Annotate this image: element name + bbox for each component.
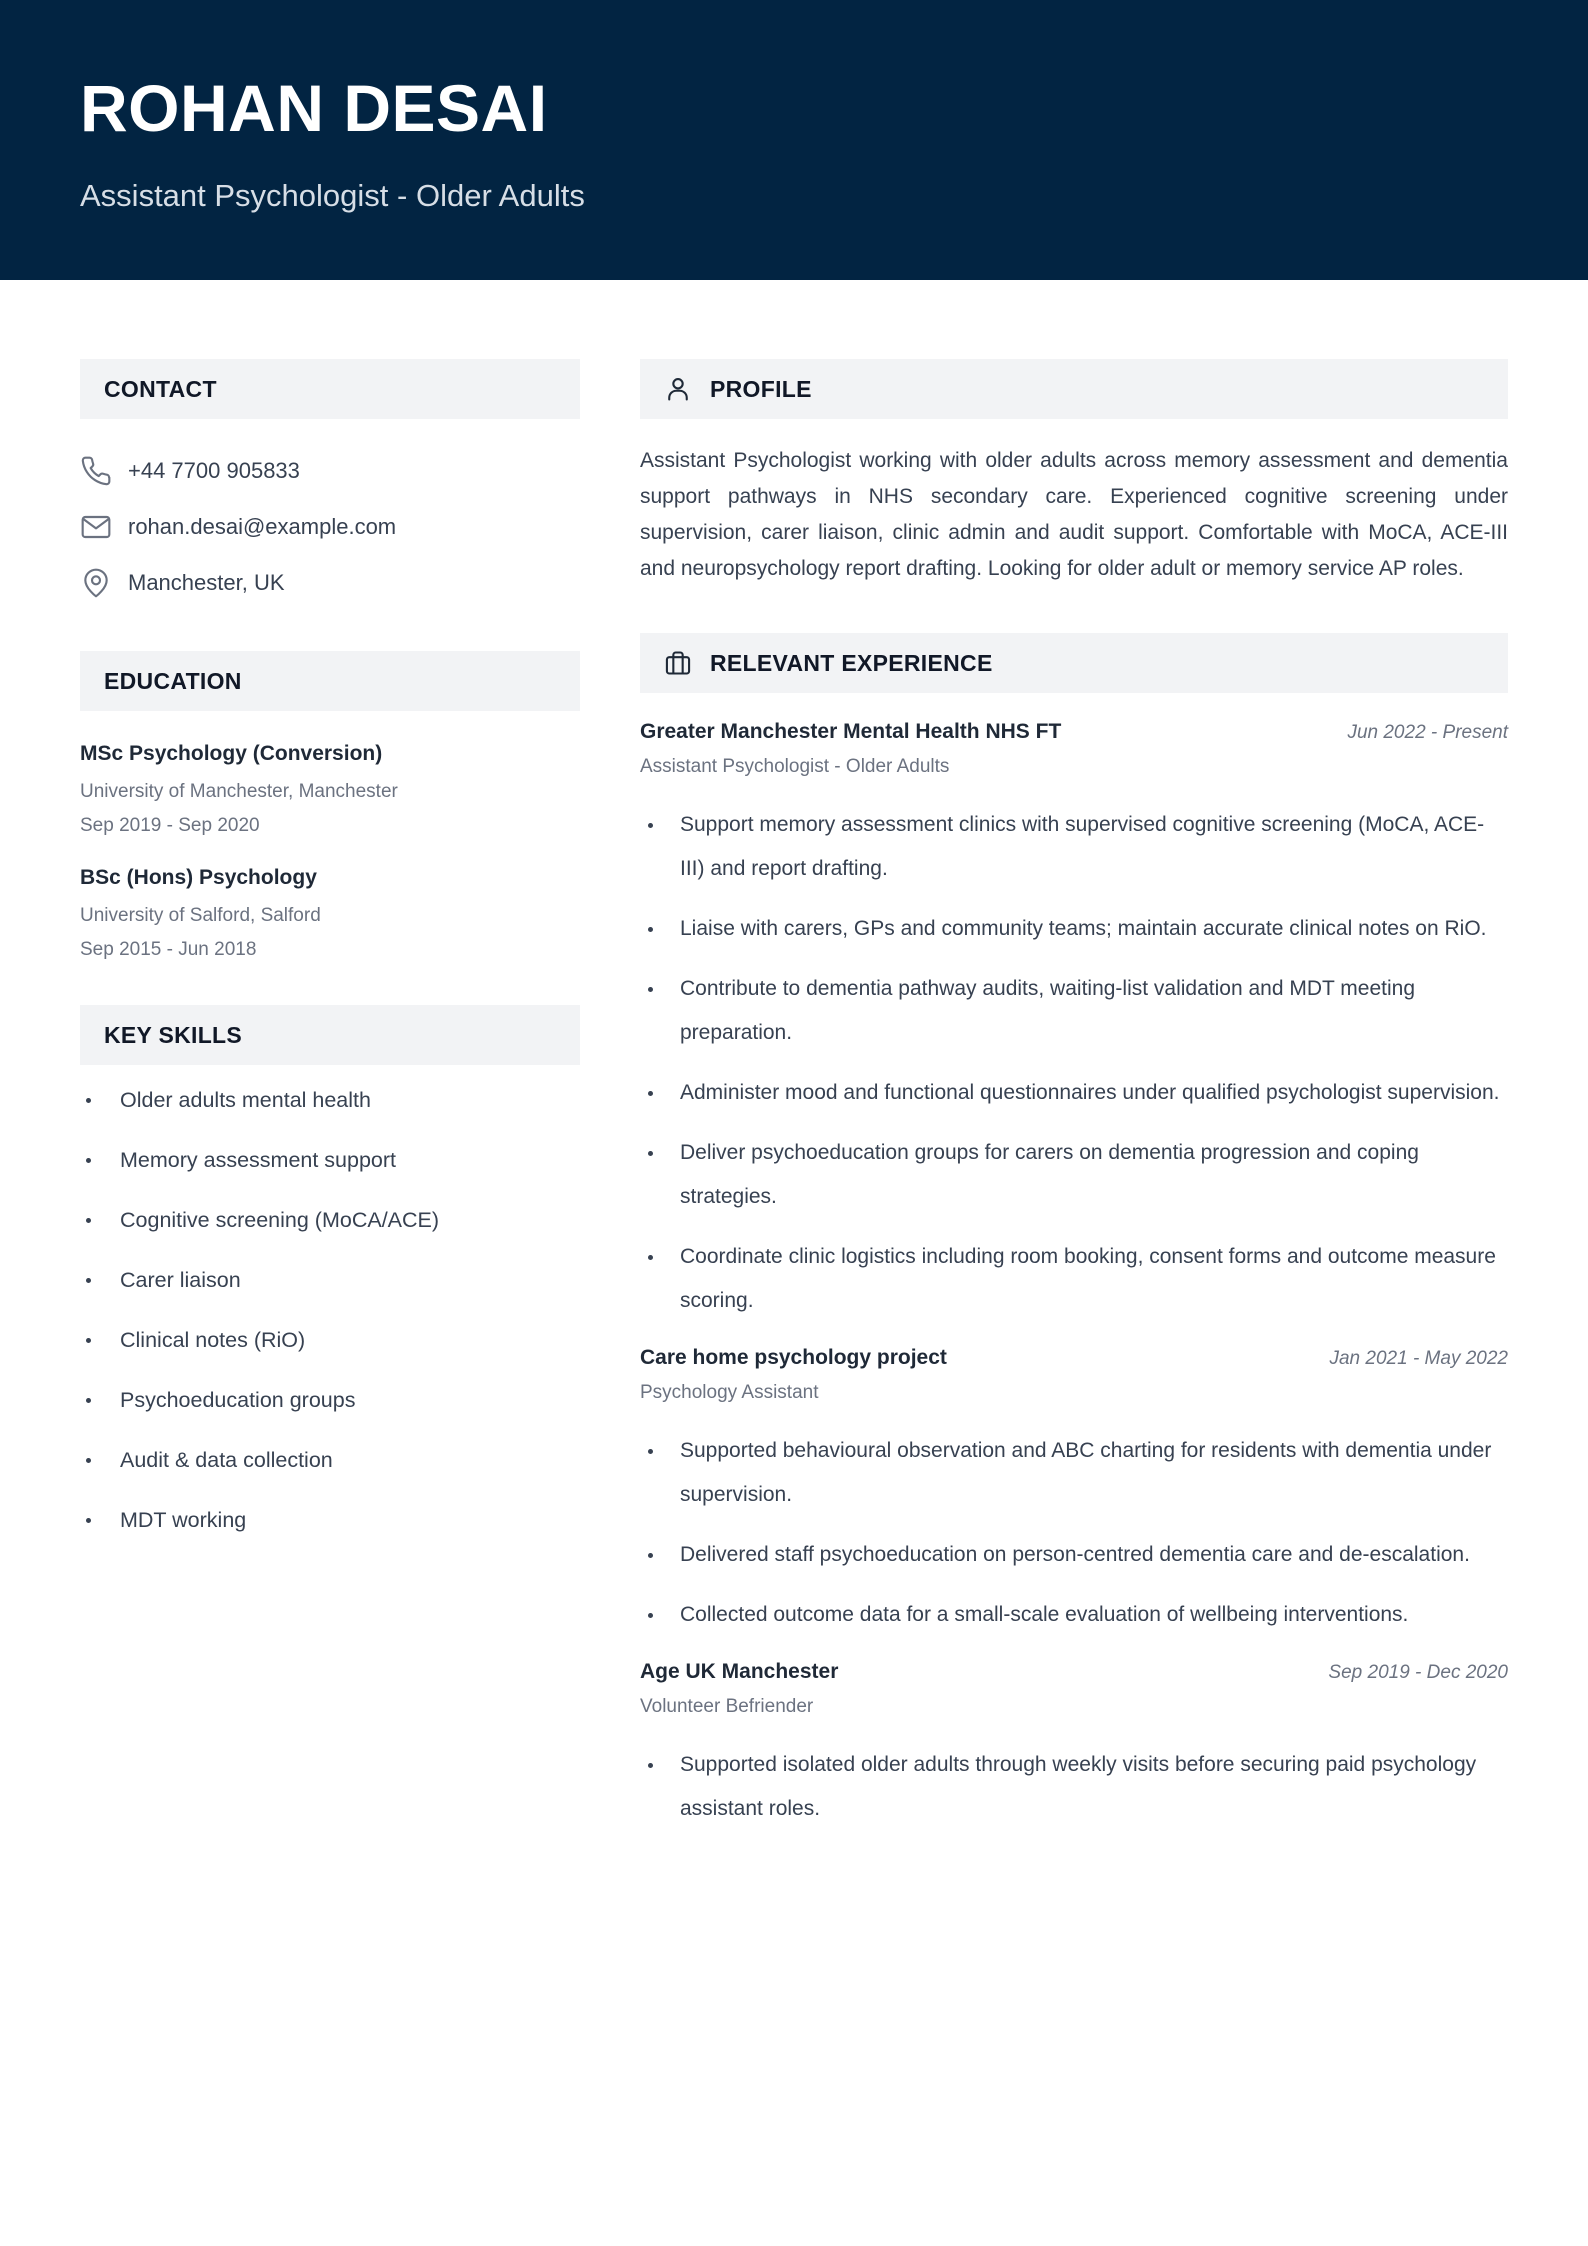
right-column [640,359,1508,1847]
job-bullet: Administer mood and functional questionnaires under qualified psychologist supervision. [640,1071,1508,1115]
candidate-name: ROHAN DESAI [80,71,548,145]
skill-item: Older adults mental health [80,1085,580,1145]
job-bullet: Deliver psychoeducation groups for carers on dementia progression and coping strategies. [640,1131,1508,1219]
candidate-title: Assistant Psychologist - Older Adults [80,178,585,213]
user-icon [664,375,692,403]
education-list [80,739,580,965]
skills-heading-text: KEY SKILLS [104,1021,243,1048]
job-bullet: Contribute to dementia pathway audits, waiting-list validation and MDT meeting preparation. [640,967,1508,1055]
job-entry [640,1343,1508,1637]
contact-location-text: Manchester, UK [128,570,285,595]
phone-icon [80,455,112,487]
skills-heading [80,1005,580,1065]
job-bullet: Support memory assessment clinics with supervised cognitive screening (MoCA, ACE-III) and report drafting. [640,803,1508,891]
contact-location [80,555,580,611]
resume-header [0,0,1588,280]
mail-icon [80,511,112,543]
skill-item: Audit & data collection [80,1445,580,1505]
contact-heading-text: CONTACT [104,375,217,402]
education-item [80,863,580,965]
contact-email-text[interactable]: rohan.desai@example.com [128,514,397,539]
profile-summary: Assistant Psychologist working with older adults across memory assessment and dementia support pathways in NHS secondary care. Experienced cognitive screening under supervision, carer liaison, clinic admin and audit support. Comfortable with MoCA, ACE-III and neuropsychology report drafting. Looking for older adult or memory service AP roles. [640,449,1508,580]
contact-email [80,499,580,555]
job-dates: Jun 2022 - Present [1347,722,1508,743]
education-degree: MSc Psychology (Conversion) [80,742,383,765]
job-dates: Jan 2021 - May 2022 [1329,1348,1508,1369]
experience-heading [640,633,1508,693]
skill-item: Carer liaison [80,1265,580,1325]
job-organisation: Greater Manchester Mental Health NHS FT [640,720,1062,743]
skill-item: Psychoeducation groups [80,1385,580,1445]
skill-item: MDT working [80,1505,580,1565]
job-bullets [640,1743,1508,1831]
job-bullets [640,1429,1508,1637]
job-dates: Sep 2019 - Dec 2020 [1328,1662,1508,1683]
education-heading-text: EDUCATION [104,667,242,694]
job-bullet: Coordinate clinic logistics including room booking, consent forms and outcome measure scoring. [640,1235,1508,1323]
education-item [80,739,580,841]
education-degree: BSc (Hons) Psychology [80,866,317,889]
job-bullet: Supported isolated older adults through weekly visits before securing paid psychology assistant roles. [640,1743,1508,1831]
education-institution: University of Salford, Salford [80,905,321,926]
left-column [80,359,580,1565]
contact-phone [80,443,580,499]
contact-phone-text[interactable]: +44 7700 905833 [128,458,300,483]
job-entry [640,717,1508,1323]
job-role: Psychology Assistant [640,1382,819,1403]
job-bullet: Supported behavioural observation and ABC charting for residents with dementia under supervision. [640,1429,1508,1517]
briefcase-icon [664,649,692,677]
job-organisation: Care home psychology project [640,1346,947,1369]
profile-heading [640,359,1508,419]
job-entry [640,1657,1508,1831]
skills-list [80,1085,580,1565]
contact-heading [80,359,580,419]
profile-heading-text: PROFILE [710,375,812,402]
job-role: Volunteer Befriender [640,1696,814,1717]
skill-item: Clinical notes (RiO) [80,1325,580,1385]
education-heading [80,651,580,711]
skill-item: Cognitive screening (MoCA/ACE) [80,1205,580,1265]
location-pin-icon [80,567,112,599]
job-role: Assistant Psychologist - Older Adults [640,756,950,777]
job-organisation: Age UK Manchester [640,1660,839,1683]
job-bullet: Delivered staff psychoeducation on person-centred dementia care and de-escalation. [640,1533,1508,1577]
contact-list [80,443,580,611]
job-bullet: Liaise with carers, GPs and community teams; maintain accurate clinical notes on RiO. [640,907,1508,951]
job-bullets [640,803,1508,1323]
education-dates: Sep 2015 - Jun 2018 [80,939,257,960]
skill-item: Memory assessment support [80,1145,580,1205]
experience-heading-text: RELEVANT EXPERIENCE [710,649,993,676]
education-dates: Sep 2019 - Sep 2020 [80,815,260,836]
job-bullet: Collected outcome data for a small-scale evaluation of wellbeing interventions. [640,1593,1508,1637]
education-institution: University of Manchester, Manchester [80,781,398,802]
